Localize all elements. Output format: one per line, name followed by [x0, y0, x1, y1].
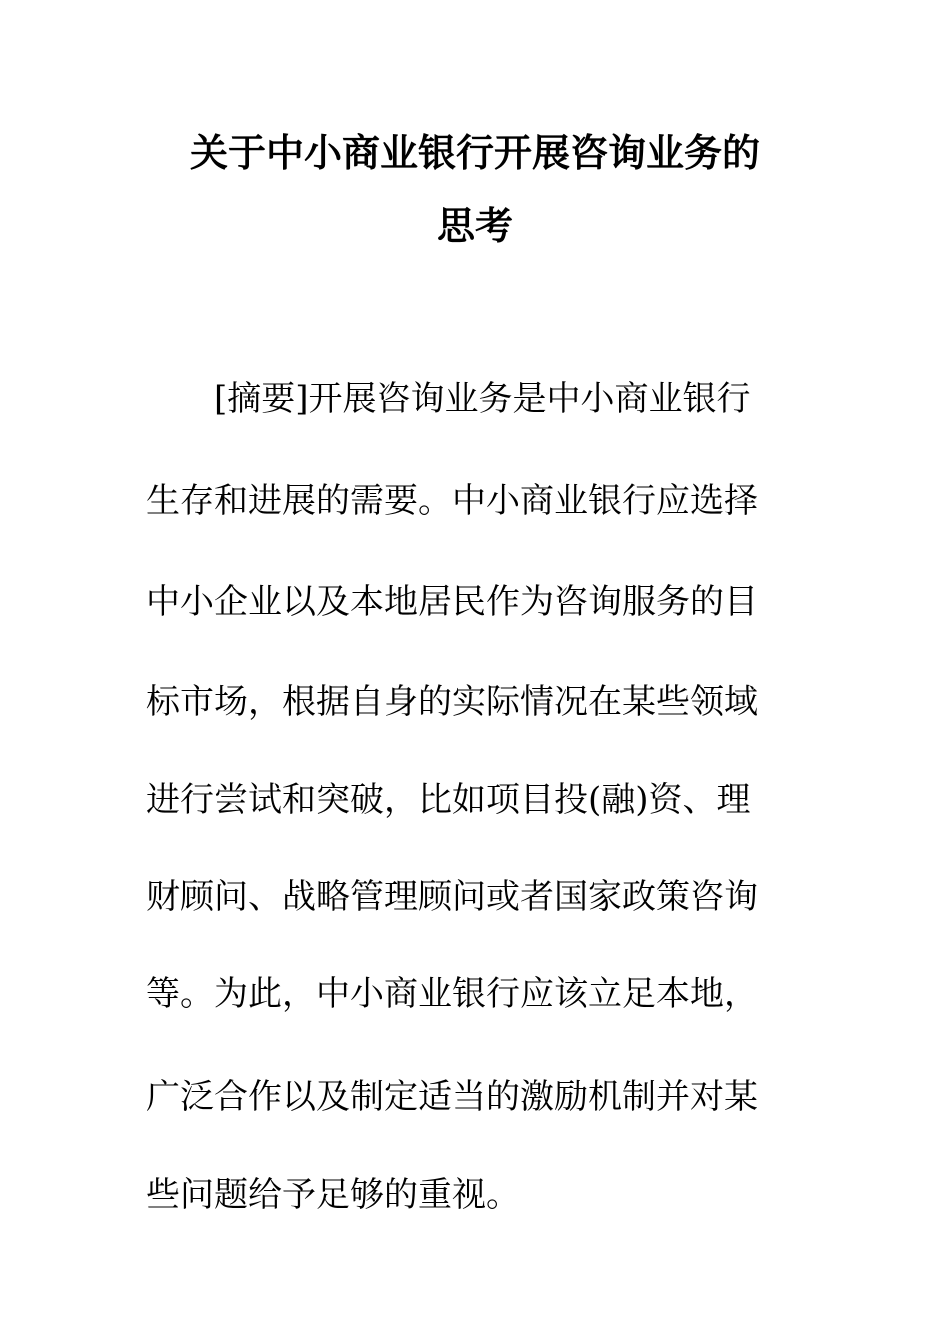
abstract-line-8: 广泛合作以及制定适当的激励机制并对某 [146, 1077, 758, 1117]
abstract-line-6: 财顾问、战略管理顾问或者国家政策咨询 [146, 877, 758, 917]
abstract-line-5: 进行尝试和突破，比如项目投(融)资、理 [146, 780, 751, 820]
abstract-line-1: [摘要]开展咨询业务是中小商业银行 [214, 379, 751, 419]
abstract-line-2: 生存和进展的需要。中小商业银行应选择 [146, 481, 758, 521]
abstract-line-4: 标市场，根据自身的实际情况在某些领域 [146, 682, 758, 722]
document-title-line-1: 关于中小商业银行开展咨询业务的 [189, 131, 760, 175]
abstract-line-7: 等。为此，中小商业银行应该立足本地， [146, 974, 758, 1014]
document-title-line-2: 思考 [436, 204, 513, 248]
abstract-line-9: 些问题给予足够的重视。 [146, 1175, 520, 1215]
abstract-line-3: 中小企业以及本地居民作为咨询服务的目 [146, 582, 758, 622]
